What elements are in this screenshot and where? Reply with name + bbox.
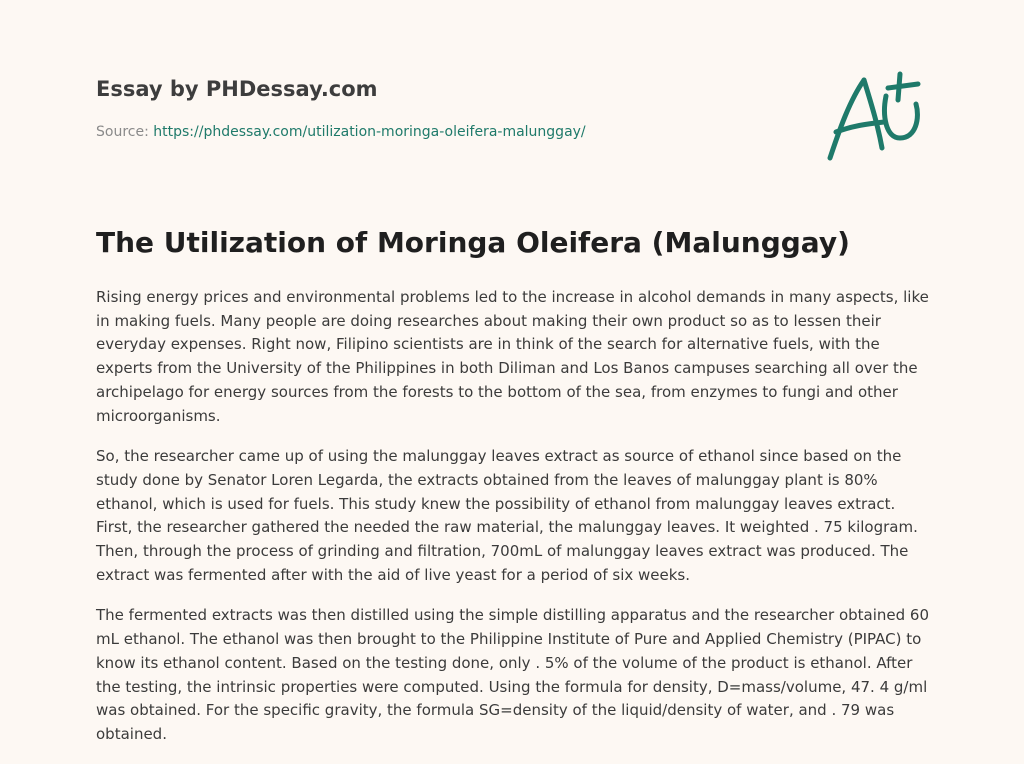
logo-a-left-stroke bbox=[830, 80, 864, 158]
a-plus-logo-icon bbox=[822, 68, 930, 164]
essay-title: The Utilization of Moringa Oleifera (Malunggay) bbox=[96, 226, 850, 259]
essay-paragraph-1: Rising energy prices and environmental problems led to the increase in alcohol demands in many aspects, like in making fuels. Many people are doing researches about making their own product so as to lessen their everyday expenses. Right now, Filipino scientists are in think of the search for alternative fuels, with the experts from the University of the Philippines in both Diliman and Los Banos campuses searching all over the archipelago for energy sources from the forests to the bottom of the sea, from enzymes to fungi and other microorganisms. bbox=[96, 288, 929, 425]
source-label: Source: bbox=[96, 124, 154, 140]
essay-body bbox=[96, 286, 932, 764]
essay-paragraph-3: The fermented extracts was then distilled using the simple distilling apparatus and the researcher obtained 60 mL ethanol. The ethanol was then brought to the Philippine Institute of Pure and Applied Chemistry (PIPAC) to know its ethanol content. Based on the testing done, only . 5% of the volume of the product is ethanol. After the testing, the intrinsic properties were computed. Using the formula for density, D=mass/volume, 47. 4 g/ml was obtained. For the specific gravity, the formula SG=density of the liquid/density of water, and . 79 was obtained. bbox=[96, 606, 929, 743]
source-line bbox=[96, 124, 586, 140]
source-link[interactable]: https://phdessay.com/utilization-moringa-oleifera-malunggay/ bbox=[153, 124, 586, 140]
brand-title: Essay by PHDessay.com bbox=[96, 77, 378, 101]
essay-paragraph-2: So, the researcher came up of using the malunggay leaves extract as source of ethanol since based on the study done by Senator Loren Legarda, the extracts obtained from the leaves of malunggay plant is 80% ethanol, which is used for fuels. This study knew the possibility of ethanol from malunggay leaves extract. First, the researcher gathered the needed the raw material, the malunggay leaves. It weighted . 75 kilogram. Then, through the process of grinding and filtration, 700mL of malunggay leaves extract was produced. The extract was fermented after with the aid of live yeast for a period of six weeks. bbox=[96, 447, 918, 584]
logo-a-right-stroke bbox=[864, 80, 882, 148]
logo-u-curve bbox=[885, 96, 918, 138]
logo-plus-horizontal bbox=[888, 84, 918, 88]
